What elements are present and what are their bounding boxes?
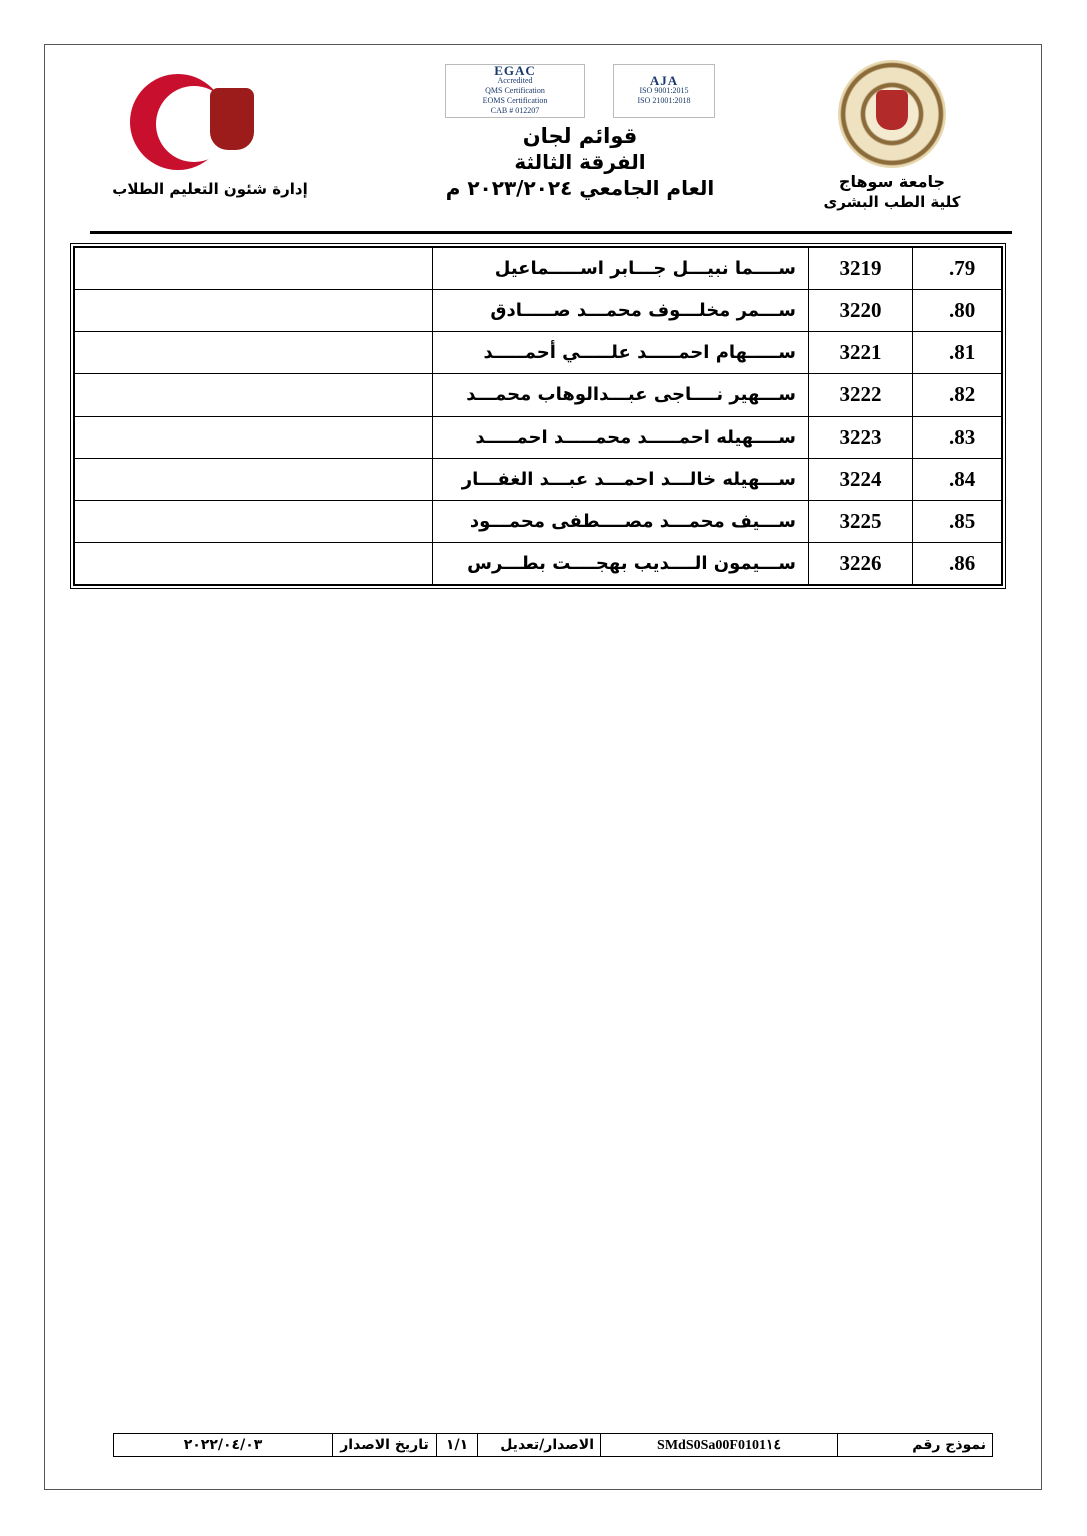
signature-cell <box>75 542 433 584</box>
faculty-name: كلية الطب البشرى <box>823 193 961 211</box>
footer-bar <box>113 1433 993 1457</box>
egac-badge-icon: EGAC Accredited QMS Certification EOMS Certification CAB # 012207 <box>445 64 585 118</box>
department-name: إدارة شئون التعليم الطلاب <box>112 180 308 198</box>
table-row <box>75 248 1002 290</box>
row-index: .84 <box>913 458 1002 500</box>
row-index: .86 <box>913 542 1002 584</box>
students-table <box>70 243 1006 589</box>
signature-cell <box>75 374 433 416</box>
student-code: 3222 <box>809 374 913 416</box>
student-name: ســـيمون الــــديب بهجــــت بطـــرس <box>433 542 809 584</box>
version-label: الاصدار/تعديل <box>477 1434 600 1456</box>
issue-date-label: تاريخ الاصدار <box>332 1434 436 1456</box>
table-row <box>75 458 1002 500</box>
table-row <box>75 416 1002 458</box>
student-code: 3220 <box>809 290 913 332</box>
header-center <box>420 64 740 200</box>
university-seal-icon <box>838 60 946 168</box>
header-faculty-logo <box>100 66 320 198</box>
signature-cell <box>75 290 433 332</box>
version-value: ١/١ <box>436 1434 477 1456</box>
signature-cell <box>75 248 433 290</box>
student-name: ســـهير نــــاجى عبـــدالوهاب محمـــد <box>433 374 809 416</box>
student-code: 3224 <box>809 458 913 500</box>
signature-cell <box>75 500 433 542</box>
student-name: ســـــهام احمـــــد علـــــي أحمـــــد <box>433 332 809 374</box>
university-name: جامعة سوهاج <box>838 172 946 191</box>
grade-title: الفرقة الثالثة <box>514 150 646 174</box>
signature-cell <box>75 332 433 374</box>
student-name: ســــهيله احمـــــد محمـــــد احمـــــد <box>433 416 809 458</box>
student-code: 3223 <box>809 416 913 458</box>
row-index: .85 <box>913 500 1002 542</box>
form-number-label: نموذج رقم <box>837 1434 992 1456</box>
student-name: ســـيف محمـــد مصــــطفى محمـــود <box>433 500 809 542</box>
signature-cell <box>75 458 433 500</box>
aja-badge-icon: AJA ISO 9001:2015 ISO 21001:2018 <box>613 64 715 118</box>
header-divider <box>90 231 1012 234</box>
student-code: 3221 <box>809 332 913 374</box>
row-index: .80 <box>913 290 1002 332</box>
row-index: .82 <box>913 374 1002 416</box>
signature-cell <box>75 416 433 458</box>
page-title: قوائم لجان <box>522 124 638 148</box>
table-row <box>75 542 1002 584</box>
student-code: 3219 <box>809 248 913 290</box>
table-row <box>75 500 1002 542</box>
accreditation-badges <box>420 64 740 118</box>
table-row <box>75 290 1002 332</box>
table-row <box>75 332 1002 374</box>
issue-date-value: ٢٠٢٢/٠٤/٠٣ <box>183 1437 263 1453</box>
row-index: .83 <box>913 416 1002 458</box>
row-index: .81 <box>913 332 1002 374</box>
table-row <box>75 374 1002 416</box>
faculty-logo-icon <box>126 66 294 174</box>
student-code: 3226 <box>809 542 913 584</box>
student-code: 3225 <box>809 500 913 542</box>
student-name: ســـهيله خالـــد احمـــد عبـــد الغفـــار <box>433 458 809 500</box>
row-index: .79 <box>913 248 1002 290</box>
form-code: SMdS0Sa00F0101١٤ <box>600 1434 837 1456</box>
header-university <box>792 60 992 211</box>
academic-year: العام الجامعي ٢٠٢٣/٢٠٢٤ م <box>445 176 715 200</box>
student-name: ســـمر مخلـــوف محمـــد صـــــادق <box>433 290 809 332</box>
student-name: ســــما نبيـــل جـــابر اســـــماعيل <box>433 248 809 290</box>
